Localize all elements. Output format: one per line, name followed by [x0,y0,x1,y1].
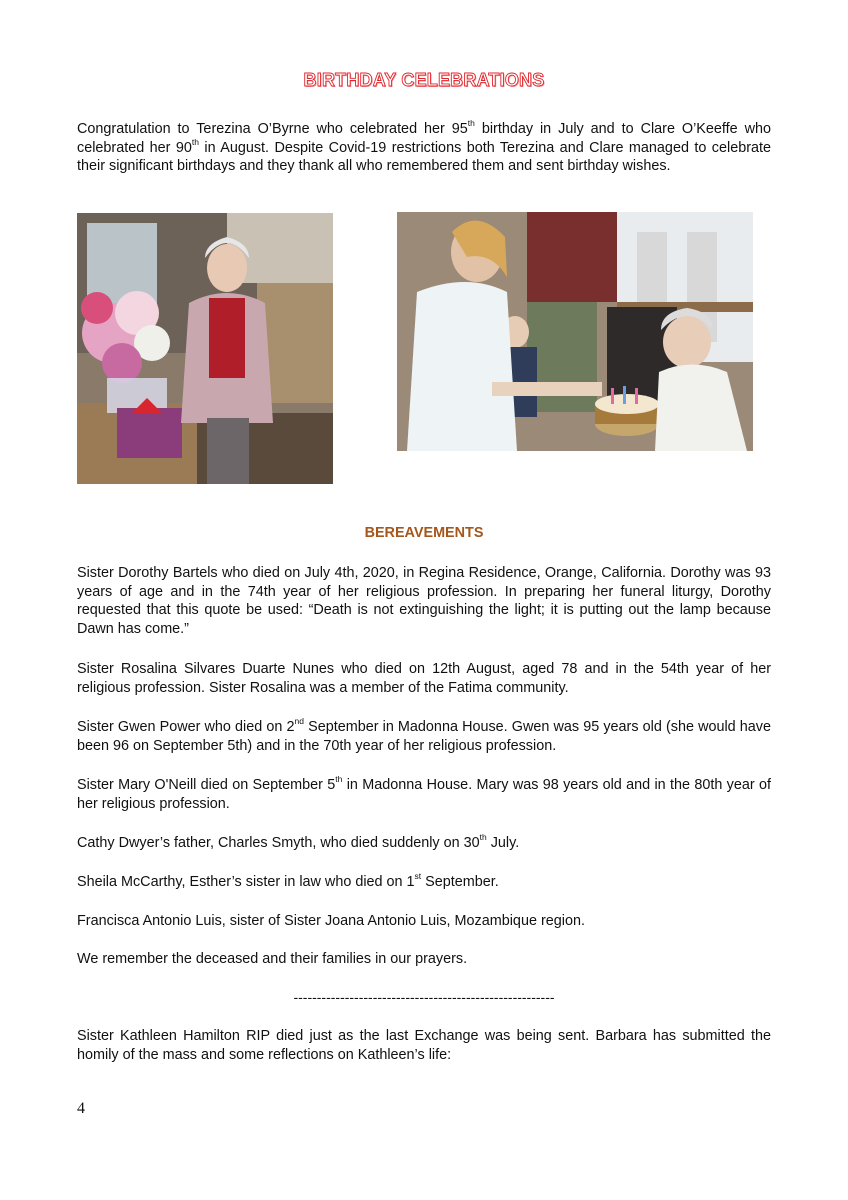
birthday-paragraph [77,120,771,176]
section-divider: -------------------------------------------------------- [293,989,555,1005]
cathy-text-1: Cathy Dwyer’s father, Charles Smyth, who died suddenly on 30 [77,835,480,851]
remembrance-line: We remember the deceased and their families in our prayers. [77,951,468,967]
gwen-sup: nd [294,716,304,727]
sheila-sup: st [414,871,422,882]
cathy-text-2: July. [486,835,520,851]
gwen-text-2: September in Madonna House. Gwen was 95 years old (she would have been 96 on September 5th) and in the 70th year of her religious profession. [77,719,772,754]
birthday-sup-1: th [467,118,475,129]
sheila-text-1: Sheila McCarthy, Esther’s sister in law who died on 1 [77,874,415,890]
photo-clare-cake [397,212,753,451]
bereavement-dorothy: Sister Dorothy Bartels who died on July 4th, 2020, in Regina Residence, Orange, California. Dorothy was 93 years of age and in the 74th year of her religious profession. In preparing her funeral liturgy, Dorothy requested that this quote be used: “Death is not extinguishing the light; it is putting out the lamp because Dawn has come.” [77,565,771,637]
bereavement-rosalina: Sister Rosalina Silvares Duarte Nunes who died on 12th August, aged 78 and in the 54th year of her religious profession. Sister Rosalina was a member of the Fatima community. [77,661,771,696]
cathy-sup: th [479,832,487,843]
kathleen-paragraph: Sister Kathleen Hamilton RIP died just as the last Exchange was being sent. Barbara has submitted the homily of the mass and some reflections on Kathleen’s life: [77,1028,771,1063]
mary-text-1: Sister Mary O'Neill died on September 5 [77,777,336,793]
bereavement-cathy [77,834,771,853]
birthday-text-1: Congratulation to Terezina O’Byrne who celebrated her 95 [77,121,468,137]
birthday-section-title: BIRTHDAY CELEBRATIONS [303,70,545,90]
sheila-text-2: September. [421,874,499,890]
page-number: 4 [77,1100,85,1117]
bereavement-mary [77,776,771,813]
bereavement-sheila [77,873,771,892]
gwen-text-1: Sister Gwen Power who died on 2 [77,719,295,735]
birthday-text-3: in August. Despite Covid-19 restrictions both Terezina and Clare managed to celebrate their significant birthdays and they thank all who remembered them and sent birthday wishes. [77,139,771,175]
birthday-sup-2: th [191,136,199,147]
bereavement-gwen [77,718,771,755]
bereavement-francisca: Francisca Antonio Luis, sister of Sister Joana Antonio Luis, Mozambique region. [77,913,585,929]
birthday-text-2: birthday in July and to Clare O’Keeffe who celebrated her 90 [77,121,771,156]
bereavements-section-title: BEREAVEMENTS [364,525,484,541]
mary-sup: th [335,774,343,785]
mary-text-2: in Madonna House. Mary was 98 years old and in the 80th year of her religious profession. [77,777,772,812]
photo-terezina [77,213,333,484]
